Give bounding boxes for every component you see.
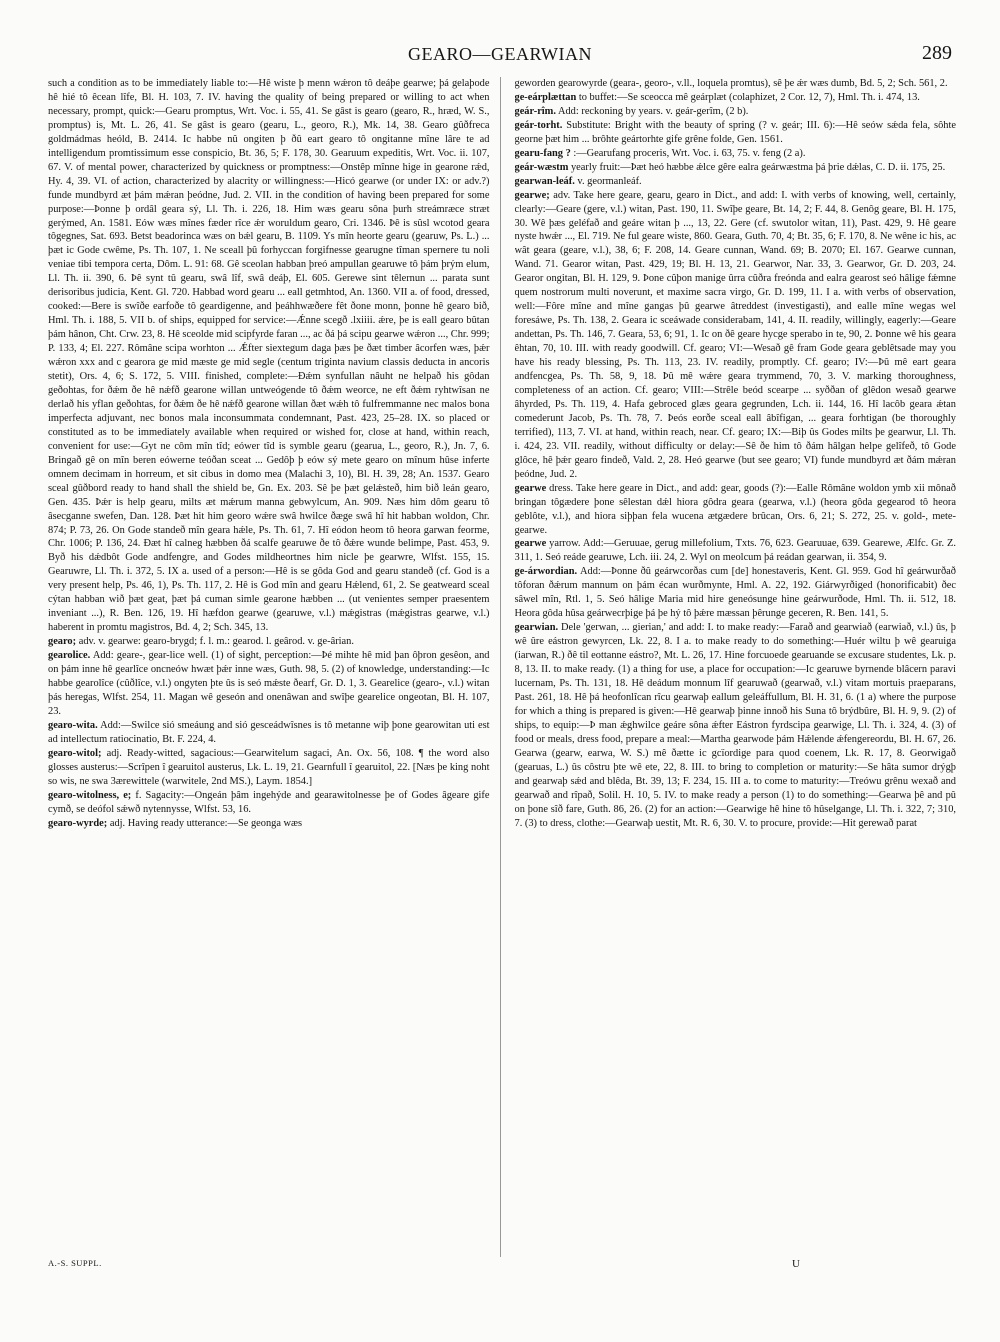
dictionary-entry xyxy=(515,175,957,189)
entry-text: dress. Take here geare in Dict., and add: gear, goods (?):—Ealle Rômâne woldon ymb xii mônað bringan tôgædere þone sêlestan dǽl hiora gôdra geara (gearwa, v.l.) (heora gôda gegearod tô heora geblôte, v.l.), and hiora siþþan fela wucena ætgædere brûcan, Ors. 6, 21; S. 272, 25. v. gold-, mete-gearwe. xyxy=(514,482,956,536)
entry-text: geworden gearowyrde (geara-, georo-, v.ll., loquela promtus), sê þe ǽr wæs dumb, Bd. 5, 2; Sch. 561, 2. xyxy=(514,78,948,89)
entry-headword: gearu-fang ? xyxy=(514,147,571,159)
entry-headword: ge-árwordian. xyxy=(514,566,578,578)
entry-text: to buffet:—Se sceocca mê geárplæt (colaphizet, 2 Cor. 12, 7), Hml. Th. i. 474, 13. xyxy=(578,91,920,103)
entry-text: Add:—Þonne ðû geárwcorðas cum [de] honestaveris, Kent. Gl. 959. God hî geárwurðað tôforan ðǽrum mannum on þám écan wurðmynte, Hml. A. 22, 192. Giárwyrðiged (honorificabit) ðec sâwel mîn, Rtl. 1, 5. Seó hâlige Maria mid hire geneósunge hine geárwurðode, Hml. Th. ii. 512, 18. Heora gôda hûsa geárwecrþige þá þe hý tô þǽre mæssan þêrunge geceren, R. Ben. 141, 5. xyxy=(514,566,956,620)
dictionary-entry xyxy=(515,91,957,105)
entry-text: adv. v. gearwe: gearo-brygd; f. l. m.: gearod. l. geârod. v. ge-ârian. xyxy=(78,636,354,648)
entry-headword: gearwe; xyxy=(514,189,550,201)
running-title: GEARO—GEARWIAN xyxy=(408,44,592,64)
entry-text: adv. Take here geare, gearu, gearo in Dict., and add: I. with verbs of knowing, well, certainly, clearly:—Geare (gere, v.l.) witan, Past. 190, 11. Swîþe geare, Bt. 14, 2; F. 44, 8. Genôg geare, Bl. H. 175, 30. Wê þæs geléfað and geáre witan þ ..., 13, 22. Gere (cf. swutolor witan, 11), Past. 429, 9. Hê geare nyste hwǽr ..., El. 719. Ne ful geare wiste, 860. Geara, Guth. 70, 4; Bt. 35, 6; F. 170, 8. Ne wêne ic his, ac wât geara (geare, v.l.), 38, 6; F. 208, 14. Geare cunnan, Wand. 69; B. 2070; El. 167. Gearwe cunnan, Wand. 71. Gearor witan, Past. 429, 19; Bl. H. 13, 21. Gearwor, Nar. 33, 3. Gearwor, Gr. D. 203, 24. Gearor ongitan, Bl. H. 129, 9. Þone cûþon manige ûrra cûðra freónda and ealra gearost seó hâlige fǽmne quem nostrorum multi noverunt, et maxime sacra virgo, Gr. D. 199, 11. I a. with verbs of observation, well:—Fôre mîne and mîne gangas þû gearwe âtreddest (investigasti), and ealle mîne wegas wel foresáwe, Ps. Th. 138, 2. Geara ic sceáwade considerabam, 141, 4. II. readily, willingly, eagerly:—Geare andettan, Ps. Th. 146, 7. Geara, 53, 6; 91, 1. Ic on ðê geare hycge sperabo in te, 90, 2. Þonne wê his geara êhtan, 70, 10. III. with ready goodwill. Cf. gearo; VI:—Wesað gê fram Gode geara geblêtsade may you have his ready blessing, Ps. Th. 113, 23. IV. readily, promptly. Cf. gearo; IV:—Þû mê eart geara andfencgea, Ps. Th. 58, 9, 18. Þû mê wǽre geara trymmend, 70, 3. V. marking thoroughness, completeness of an action. Cf. gearo; VIII:—Strêle beód scearpe ... syððan of glêdon wesað gearwe âhyrded, Ps. Th. 119, 4. Hafa gebroced glæs geara gegrunden, Lch. ii. 144, 16. Hî lacôb geara ǽtan comederunt Jacob, Ps. Th. 78, 7. Þeós eorðe sceal eall âbîfigan, ... geara forhtigan (be thoroughly terrified), 113, 7. VI. at hand, within reach, near. Cf. gearo; IX:—Biþ ûs Godes milts þe gearwur, Ll. Th. i. 424, 23. VII. readily, without difficulty or delay:—Sê ðe him tô ðám hâlgan helpe gelîfeð, tô Gode glôce, hê þǽr gearo findeð, Vald. 2, 28. Heó gearwe (but see gearo; VI) funde mundbyrd æt ðám mǽran þeódne, Jud. 2. xyxy=(514,189,956,480)
entry-headword: gearolice. xyxy=(48,650,91,662)
left-column xyxy=(48,77,501,1257)
dictionary-entry xyxy=(515,621,957,830)
entry-headword: gearwe xyxy=(514,538,547,550)
entry-headword: gearo-wyrde; xyxy=(48,817,108,829)
entry-headword: geár-torht. xyxy=(514,119,563,131)
entry-text: yarrow. Add:—Geruuae, gerug millefolium, Txts. 76, 623. Gearuuae, 639. Gearewe, Ælfc. Gr. Z. 311, 1. Seó reáde gearuwe, Lch. iii. 24, 2. Wyl on meolcum þá reádan gearwan, ii. 354, 9. xyxy=(514,538,956,564)
dictionary-entry xyxy=(48,747,490,789)
entry-headword: gearo; xyxy=(48,636,77,648)
entry-text: Add: reckoning by years. v. geár-gerîm, (2 b). xyxy=(557,105,749,117)
entry-headword: gearo-wita. xyxy=(48,719,98,731)
dictionary-entry xyxy=(48,719,490,747)
dictionary-entry xyxy=(515,147,957,161)
entry-text: such a condition as to be immediately liable to:—Hê wiste þ menn wǽron tô deáþe gearwe; þá gelaþode hê hié tô êcean lîfe, Bl. H. 103, 7. IV. having the quality of being prepared or willing to act when necessary, prompt, quick:—Gearu promptus, Wrt. Voc. i. 55, 41. Se gâst is gearo (gearo, R., hræd, W. S., promptus) is, Mt. L. 26, 41. Se gâst is gearo (gearu, L., georo, R.), Mk. 14, 38. Gearo gûðfreca goldmádmas heóld, B. 2414. Ic habbe nû ongiten þ ðû eart gearo tô ongitanne mîne lâre te ad intelligendum promtissimum esse conspicio, Bt. 36, 5; F. 178, 30. Gearuum expeditis, Wrt. Voc. ii. 107, 67. V. of mental power, characterized by quickness or promptness:—Onstêp mînne hige in gearone rǽd, Hy. 4, 39. VI. of action, characterized by alacrity or willingness:—Hicó gearwe (or under IX: or adv.?) funde mundbyrd æt þám mǽran þeódne, Jud. 2. VII. in the condition of having been prepared for some purpose:—Þonne þ ordâl geara sý, Ll. Th. i. 226, 18. Him wæs gearu sôna þurh streámræce stræt gerýmed, An. 1581. Eów wæs mînes fæder rîce ǽr woruldum gearo, Cri. 1346. Þê is sûsl wcotod geara tôgegnes, Sat. 693. Betst beadorinca wæs on bǽl gearu, B. 1109. Ys mîn heorte gearu (gearuw, Ps. L.) ... þæt ic Gode cwême, Ps. Th. 107, 1. Ne sceall þû forhyccan forgifnesse gearugne tîman spernere tu noli veniae tibi tempora certa, Dôm. L. 91: 68. Gê sceolan habban þreó ampullan gearuwe tô þám þrým elum, Ll. Th. ii. 390, 6. Þê synt tû gearu, swâ lîf, swâ deáþ, El. 605. Gerewe sint têlernun ... parata sunt derisoribus judicia, Kent. Gl. 720. Habbad word gearu ... eall getmhtod, An. 1360. VII a. of food, dressed, cooked:—Bere is swîðe earfoðe tô geardigenne, and þeáhhwæðere fêt ðone monn, þonne hê gearo bið, Hml. Th. i. 188, 5. VII b. of ships, equipped for service:—Ǽnne scegð .lxiiii. ǽre, þe is eall gearo bûtan þám hânon, Cht. Crw. 23, 8. Hê sceolde mid scipfyrde faran ..., ac ðá þá scipu gearwe wǽron ..., Chr. 999; P. 133, 4; El. 227. Rômâne scipa worhton ... Ǽfter siextegum daga þæs þe ðæt timber âcorfen wæs, þǽr wǽron xxx and c gearora ge mid mæste ge mid segle (centum triginta navium classis deducta in ancoris stetit), Ors. 4, 6; S. 172, 5. VIII. finished, complete:—Ðǽm synfullan nâuht ne helpað his gôdan geðohtas, for ðǽm ðe hê nǽfð gearone willan untweógende tô ðǽm weorce, ne eft ðǽm ryhtwîsan ne derlað his yflan geðohtas, for ðǽm ðe hê nǽfð gearone willan ðæt wǽh tô fulfremmanne nec malos bona imperfecta adjuvant, nec bonos mala inconsummata condemnant, Past. 423, 25–28. IX. so placed or constituted as to be immediately available when required or wished for, close at hand, within reach, convenient for use:—Gyt ne côm mîn tîd; eówer tîd is symble gearu (gearua, L., georo, R.), Jn. 7, 6. Bringað gê on mîn beren eówerne teóðan sceat ... Gedôþ þ eów sý mete gearo on mînum hûse inferte omnem decimam in horreum, et sit cibus in domo mea (Malachi 3, 10), Bl. H. 39, 28; An. 1537. Gearo sceal gûðbord ready to hand shall the shield be, Gn. Ex. 203. Sê þe þæt gelǽsteð, him bið leán gearo, Gen. 435. Þǽr is help gearu, milts æt mǽrum manna gebwylcum, An. 909. Næs him dôm gearu tô âsecganne swefen, Dan. 128. Þæt hit him georo wǽre swâ hwilce ðæge swâ hî hit habban woldon, Chr. 874; P. 73, 26. On Gode standeð mîn geara hǽle, Ps. Th. 61, 7. Hî eódon heom tô heora garwan feorme, Chr. 1006; P. 136, 24. Ðæt hî calneg hæbben ðá scalfe gearuwe ðe tô ðǽre wunde belimpe, Past. 453, 9. Byð his dǽdbôt Gode andfengre, and Godes mildheortnes him nicle þe gearwre, Wlfst. 155, 15. Gearuwre, Ll. Th. i. 372, 5. IX a. used of a person:—Hê is se gôda God and gearu standeð (cf. God is a very present help, Ps. 46, 1), Ps. Th. 117, 2. Hê is God mîn and gearu Hǽlend, 61, 2. Se geatweard sceal cýtan habban wið þæt geat, þæt þá cuman simle gearone hæbben ... (ut venientes semper praesentem inveniant ...), R. Ben. 126, 19. Hî hæfdon gearwe (gearuwe, v.l.) mǽgistras (mǽgistras gearwe, v.l.) haberent in promtu magistros, Bd. 4, 2; Sch. 345, 13. xyxy=(48,78,490,634)
entry-headword: gearo-witol; xyxy=(48,747,102,759)
dictionary-entry xyxy=(515,537,957,565)
dictionary-entry xyxy=(515,105,957,119)
dictionary-entry xyxy=(48,635,490,649)
entry-headword: gearwe xyxy=(514,482,547,494)
entry-text: yearly fruit:—Þæt heó hæbbe ǽlce gêre ealra geárwæstma þá þrie dǽlas, C. D. ii. 175, 25. xyxy=(570,161,946,173)
dictionary-entry xyxy=(48,649,490,719)
page-footer xyxy=(48,1258,952,1278)
text-columns xyxy=(48,77,956,1257)
right-column xyxy=(515,77,957,1257)
entry-text: f. Sagacity:—Ongeán þâm ingehýde and gearawitolnesse þe of Godes âgeare gife cymð, se deófol sǽwð nytennysse, Wlfst. 53, 16. xyxy=(48,789,490,815)
sheet-mark: U xyxy=(792,1258,800,1270)
entry-headword: gearwan-leáf. xyxy=(514,175,575,187)
dictionary-entry xyxy=(48,817,490,831)
entry-text: adj. Ready-witted, sagacious:—Gearwitelum sagaci, An. Ox. 56, 108. ¶ the word also glosses austerus:—Scrîpen î gearuitol austerus, Lk. L. 19, 21. Gearnfull î gearuitol, 22. [Næs þe king noht so wis, ne swa 3ærewittele (warwitele, 2nd MS.), Laym. 1854.] xyxy=(48,747,490,787)
dictionary-entry xyxy=(515,77,957,91)
dictionary-entry xyxy=(515,161,957,175)
entry-headword: geár-rîm. xyxy=(514,105,556,117)
dictionary-entry xyxy=(515,119,957,147)
dictionary-entry xyxy=(48,77,490,635)
entry-text: v. geormanleáf. xyxy=(577,175,642,187)
entry-text: Substitute: Bright with the beauty of spring (? v. geár; III. 6):—Hê seów sǽda fela, sôhte georne þæt him ... brôhte geártorhte gife grêne folde, Gen. 1561. xyxy=(514,119,956,145)
dictionary-entry xyxy=(48,789,490,817)
dictionary-entry xyxy=(515,189,957,482)
entry-text: :—Gearufang proceris, Wrt. Voc. i. 63, 75. v. feng (2 a). xyxy=(573,147,806,159)
running-head xyxy=(48,44,952,70)
entry-headword: ge-eárplættan xyxy=(514,91,577,103)
entry-text: Dele 'gerwan, ... gierian,' and add: I. to make ready:—Farað and gearwiað (earwiað, v.l.) ûs, þ wê ûre eástron gewyrcen, Lk. 22, 8. I a. to make ready to do something:—Huér wiltu þ wê gearuiga (iarwan, R.) ðê til eottanne eástro?, Mt. L. 26, 17. Hine forcuoede gearuande se excusare studentes, Lk. p. 8, 13. II. to make ready. (1) a thing for use, a place for occupation:—Ic gearuwe byrnende blâcern paravi lucernam, Ps. Th. 131, 18. Hê deádum monnum lîf gearuwað (gearwað, v.l.) vitam mortuis praeparans, Past. 261, 18. Hê þá heofonlîcan rîcu gearwaþ eallum geleáffullum, Bl. H. 31, 6. (1 a) where the purpose for which a thing is prepared is given:—Hê gearwaþ þinne innoð his Suna tô brýdbûre, Bl. H. 9, 9. (2) of ships, to equip:—Þ man ǽghwilce geáre sôna ǽfter Eástron fyrdscipa gearwige, Ll. Th. i. 324, 4. (3) of food or meals, dress food, prepare a meal:—Martha gearwode þám Hǽlende ǽfengereordu, Bl. H. 67, 26. Gearwa (gearw, earwa, W. S.) mê ðætte ic gcïordige para quod coenem, Lk. R. 17, 8. Georwigað (gearuas, L.) ûs côstru þte wê ete, 22, 8. III. to bring to completion or maturity:—Se hâta sumor drýgþ and gearwaþ sǽd and blêda, Bt. 39, 13; F. 234, 15. III a. to come to maturity:—Treówu grênu wexað and gearwað and rîpað, Solil. H. 10, 5. IV. to make ready a person (1) to do something:—Gearwa þê and pû on þone sîð fare, Guth. 86, 26. (2) for an action:—Gearwige hê hine tô hûselgange, Ll. Th. i. 322, 7; 310, 7. (3) to dress, clothe:—Gearwaþ uestit, Mt. R. 6, 30. V. to procure, provide:—Hit gerewað parat xyxy=(514,622,956,829)
dictionary-entry xyxy=(515,482,957,538)
entry-text: Add:—Swilce sió smeáung and sió gesceádwîsnes is tô metanne wiþ þone gearowitan uti est ad intellectum ratiocinatio, Bt. F. 224, 4. xyxy=(48,719,490,745)
page-number: 289 xyxy=(922,42,952,64)
signature-mark: A.-S. SUPPL. xyxy=(48,1258,102,1268)
entry-headword: geár-wæstm xyxy=(514,161,569,173)
entry-headword: gearo-witolness, e; xyxy=(48,789,132,801)
entry-text: Add: geare-, gear-lice well. (1) of sight, perception:—Þé mihte hê mid þan ôþron gesêon, and on þám inne hê gearlîce oncneów hwæt þǽr inne wæs, Guth. 98, 5. (2) of knowledge, understanding:—Ic habbe gearolîce (cûðlîce, v.l.) ongyten þte ûs is seó mǽste ðearf, Gr. D. 1, 3. Gearelice (gearo-, v.l.) witan þás heregas, Wlfst. 254, 11. Magan wê geseón and onenâwan and swîþe gearelice ongeotan, Bl. H. 107, 23. xyxy=(48,650,490,717)
dictionary-entry xyxy=(515,565,957,621)
entry-headword: gearwian. xyxy=(514,622,559,634)
entry-text: adj. Having ready utterance:—Se geonga wæs xyxy=(109,817,303,829)
